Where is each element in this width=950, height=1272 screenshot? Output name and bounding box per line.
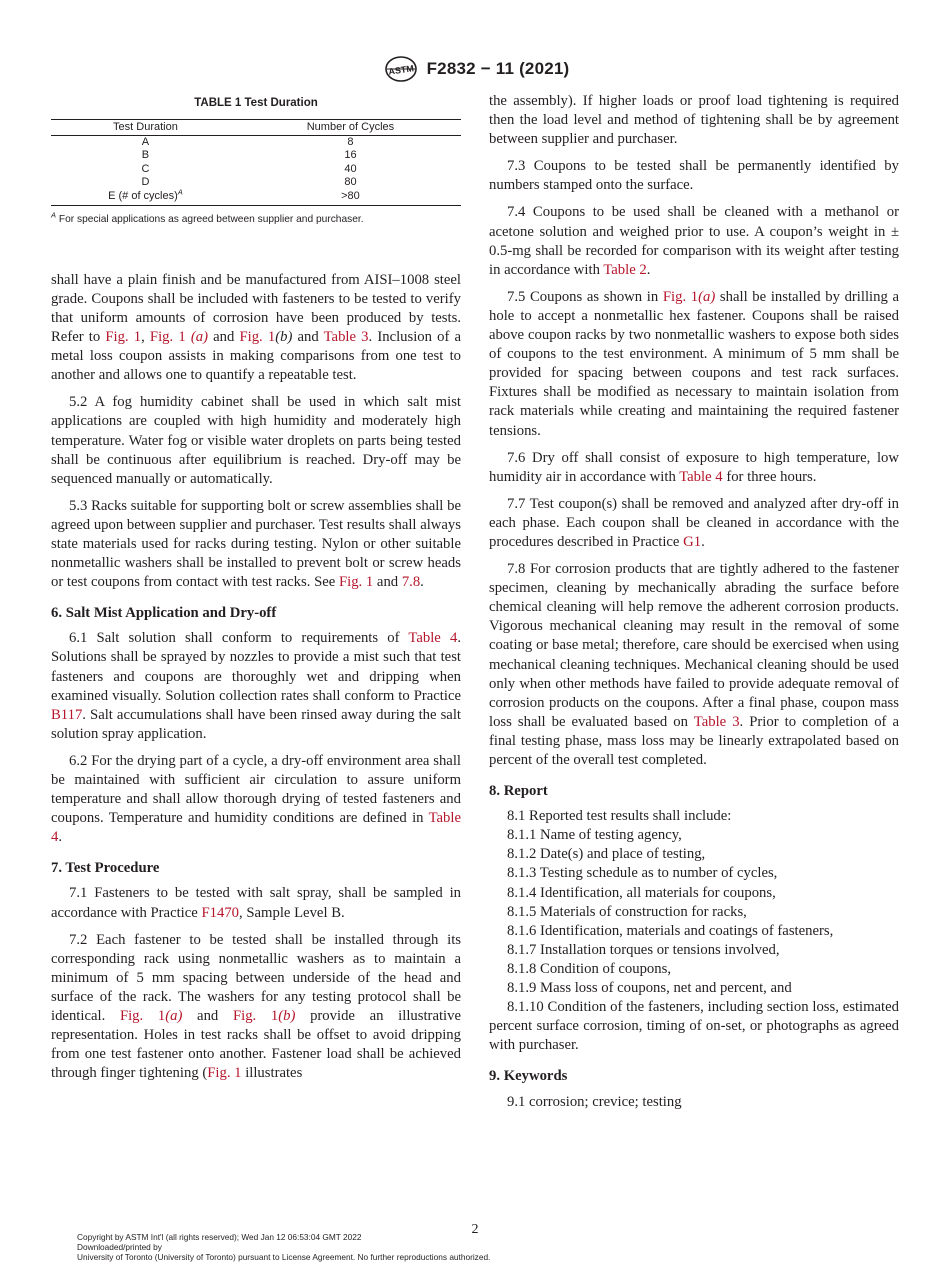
footer-line: University of Toronto (University of Toronto) pursuant to License Agreement. No further reproductions authorized. [77, 1252, 491, 1263]
fig1-link[interactable]: Fig. 1 [207, 1065, 242, 1082]
table-cell: E (# of cycles)$^A$ [51, 190, 240, 205]
list-item: 8.1.2 Date(s) and place of testing, [507, 846, 706, 863]
list-item: 8.1.9 Mass loss of coupons, net and percent, and [507, 980, 792, 997]
paragraph-9-1: 9.1 corrosion; crevice; testing [507, 1093, 682, 1110]
table-row [51, 149, 461, 163]
list-item: 8.1 Reported test results shall include: [507, 808, 732, 825]
table-row [51, 190, 461, 205]
paragraph-7-2-continued: the assembly). If higher loads or proof load tightening is required then the load level and method of tightening shall be by agreement between supplier and purchaser. [489, 93, 899, 148]
paragraph-5-3: 5.3 Racks suitable for supporting bolt or screw assemblies shall be agreed upon between supplier and purchaser. Test results shall always state materials used for racks during testing. Nylon or other suitable nonmetallic washers shall be installed to prevent bolt or screw heads or test coupons from contact with test racks. See Fig. 1 and 7.8. [51, 497, 461, 591]
table-row [51, 176, 461, 190]
section-7-heading: 7. Test Procedure [51, 860, 160, 877]
table-cell: D [141, 176, 150, 189]
table1-title: TABLE 1 Test Duration [194, 97, 318, 109]
fig1-link[interactable]: Fig. 1 [105, 329, 142, 346]
column-header: Test Duration [51, 120, 240, 136]
logo-text: ASTM [387, 63, 415, 77]
table-row [51, 135, 461, 149]
list-item: 8.1.10 Condition of the fasteners, including section loss, estimated percent surface corrosion, timing of on-set, or photographs as agreed with purchaser. [489, 999, 899, 1054]
table4-link[interactable]: Table 4 [679, 468, 723, 485]
paragraph-6-1: 6.1 Salt solution shall conform to requirements of Table 4. Solutions shall be sprayed by nozzles to provide a mist such that test fasteners and coupons are thoroughly wet and dripping when examined visually. Solution collection rates shall conform to Practice B117. Salt accumulations shall have been rinsed away during the salt solution spray application. [51, 630, 461, 742]
fig1a-link[interactable]: Fig. 1(a) [119, 1008, 183, 1025]
fig1a-link[interactable]: Fig. 1(a) [662, 288, 716, 305]
table3-link[interactable]: Table 3 [693, 713, 740, 730]
section-7-8-link[interactable]: 7.8 [401, 574, 421, 591]
section-9-heading: 9. Keywords [489, 1068, 568, 1085]
astm-logo-icon [381, 56, 421, 82]
list-item: 8.1.5 Materials of construction for racks, [507, 903, 747, 920]
f1470-link[interactable]: F1470 [201, 904, 240, 921]
paragraph-7-8: 7.8 For corrosion products that are tightly adhered to the fastener specimen, cleaning by mechanically abrading the surface before chemical cleaning will help remove the adherent corrosion products. Vigorous mechanical cleaning may result in the removal of some coating or base metal; therefore, care should be exercised when using mechanical cleaning techniques. Mechanical cleaning should be used only when other methods have failed to provide adequate removal of corrosion products on the coupons. After a final phase, coupon mass loss shall be evaluated based on Table 3. Prior to completion of a final testing phase, mass loss may be linearly extrapolated based on percent of the overall test completed. [489, 561, 899, 768]
left-column [51, 92, 461, 1091]
g1-link[interactable]: G1 [683, 533, 702, 550]
table-cell: C [141, 162, 150, 175]
list-item: 8.1.1 Name of testing agency, [507, 827, 682, 844]
list-item: 8.1.3 Testing schedule as to number of cycles, [507, 865, 778, 882]
document-id: F2832 − 11 (2021) [426, 59, 570, 78]
page-header [0, 56, 950, 82]
list-item: 8.1.8 Condition of coupons, [507, 960, 672, 977]
paragraph-7-1: 7.1 Fasteners to be tested with salt spray, shall be sampled in accordance with Practice F1470, Sample Level B. [51, 885, 461, 921]
paragraph-7-5: 7.5 Coupons as shown in Fig. 1(a) shall be installed by drilling a hole to accept a nonmetallic hex fastener. Coupons shall be raised above coupon racks by two nonmetallic washers to expose both sides of coupons to the test environment. A minimum of 5 mm shall be provided for spacing between coupons and test rack surfaces. Fixtures shall be modified as necessary to maintain isolation from rack materials while creating and maintaining the required fastener tensions. [489, 288, 899, 439]
right-column [489, 92, 899, 1120]
paragraph-7-7: 7.7 Test coupon(s) shall be removed and analyzed after dry-off in each phase. Each coupon shall be cleaned in accordance with the procedures described in Practice G1. [489, 495, 899, 550]
fig1b-link[interactable]: Fig. 1 [239, 329, 276, 346]
table2-link[interactable]: Table 2 [603, 261, 647, 278]
table-cell: 80 [344, 176, 357, 189]
fig1-link[interactable]: Fig. 1 [338, 574, 374, 591]
paragraph-7-2: 7.2 Each fastener to be tested shall be installed through its corresponding rack using nonmetallic washers as to maintain a minimum of 5 mm spacing between underside of the head and surface of the rack. The washers for any testing protocol shall be identical. Fig. 1(a) and Fig. 1(b) provide an illustrative representation. Holes in test racks shall be offset to avoid dripping from one test fastener onto another. Fastener load shall be achieved through finger tightening (Fig. 1 illustrates [51, 931, 461, 1082]
table3-link[interactable]: Table 3 [323, 329, 369, 346]
column-header: Number of Cycles [240, 120, 461, 136]
list-item: 8.1.4 Identification, all materials for coupons, [507, 884, 776, 901]
b117-link[interactable]: B117 [51, 706, 83, 723]
paragraph-5-2: 5.2 A fog humidity cabinet shall be used in which salt mist applications are coupled with high humidity and moderately high temperature. Water fog or visible water droplets on parts being tested shall be continuous after equilibrium is reached. Dry-off may be sequenced manually or automatically. [51, 394, 461, 487]
fig1b-link[interactable]: Fig. 1(b) [232, 1008, 296, 1025]
table4-link[interactable]: Table 4 [51, 810, 461, 846]
fig1a-link[interactable]: Fig. 1 (a) [149, 329, 208, 346]
list-item: 8.1.7 Installation torques or tensions involved, [507, 941, 780, 958]
page-number: 2 [471, 1222, 479, 1237]
table-header-row [51, 120, 461, 136]
table4-link[interactable]: Table 4 [408, 630, 458, 647]
table-cell: 40 [344, 162, 357, 175]
table-cell: B [141, 149, 150, 162]
table-cell: 8 [347, 135, 354, 148]
section-6-heading: 6. Salt Mist Application and Dry-off [51, 605, 277, 622]
table-row [51, 163, 461, 177]
table-footnote: $^A$ For special applications as agreed between supplier and purchaser. [51, 210, 364, 225]
paragraph-7-6: 7.6 Dry off shall consist of exposure to high temperature, low humidity air in accordance with Table 4 for three hours. [489, 449, 899, 485]
section-8-heading: 8. Report [489, 783, 548, 800]
list-item: 8.1.6 Identification, materials and coatings of fasteners, [507, 922, 834, 939]
test-duration-table [51, 119, 461, 206]
copyright-footer [77, 1232, 490, 1263]
paragraph-5-1-continued: shall have a plain finish and be manufactured from AISI–1008 steel grade. Coupons shall be included with fasteners to be tested to verify that uniform amounts of corrosion have been produced by tests. Refer to Fig. 1, Fig. 1 (a) and Fig. 1(b) and Table 3. Inclusion of a metal loss coupon assists in making comparisons from one test to another and allows one to quantify a repeatable test. [51, 271, 462, 384]
paragraph-7-3: 7.3 Coupons to be tested shall be permanently identified by numbers stamped onto the surface. [489, 158, 899, 194]
table-cell: A [141, 135, 150, 148]
footer-line: Downloaded/printed by [77, 1242, 162, 1253]
table-cell: >80 [240, 190, 461, 205]
footer-line: Copyright by ASTM Int'l (all rights reserved); Wed Jan 12 06:53:04 GMT 2022 [77, 1232, 362, 1242]
table-cell: 16 [344, 149, 357, 162]
paragraph-6-2: 6.2 For the drying part of a cycle, a dry-off environment area shall be maintained with sufficient air circulation to assure uniform temperature and shall allow thorough drying of tested fasteners and coupons. Temperature and humidity conditions are defined in Table 4. [51, 752, 461, 846]
paragraph-7-4: 7.4 Coupons to be used shall be cleaned with a methanol or acetone solution and weighed prior to use. A coupon’s weight in ± 0.5-mg shall be recorded for comparison with its weight after testing in accordance with Table 2. [489, 204, 899, 278]
